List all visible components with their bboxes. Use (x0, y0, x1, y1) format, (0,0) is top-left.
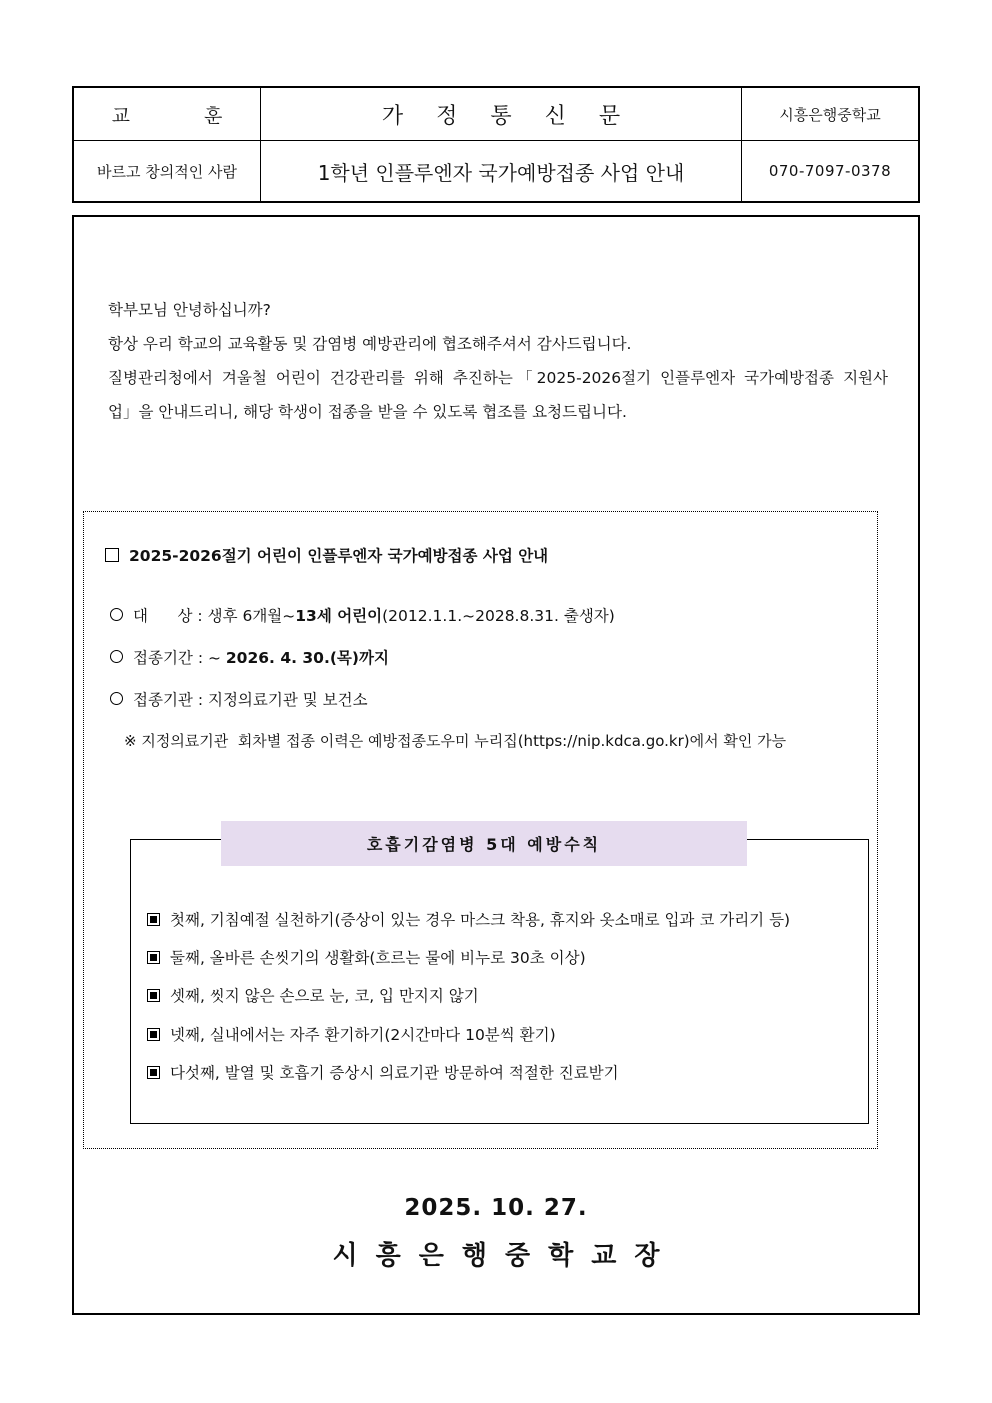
rule-item (147, 1061, 619, 1083)
rule-item (147, 908, 790, 930)
motto-label-cell (74, 88, 261, 141)
motto-label: 교 훈 (111, 104, 257, 127)
thanks-line: 항상 우리 학교의 교육활동 및 감염병 예방관리에 협조해주셔서 감사드립니다. (108, 335, 632, 353)
issue-date: 2025. 10. 27. (404, 1195, 588, 1221)
circle-icon (110, 692, 123, 705)
document-subject: 1학년 인플루엔자 국가예방접종 사업 안내 (317, 160, 685, 185)
target-birth-range: (2012.1.1.~2028.8.31. 출생자) (382, 607, 615, 625)
school-name-cell (742, 88, 918, 141)
announcement-line: 질병관리청에서 겨울철 어린이 건강관리를 위해 추진하는「2025-2026절기 인플루엔자 국가예방접종 지원사 (108, 369, 888, 387)
greeting-line: 학부모님 안녕하십니까? (108, 301, 271, 319)
principal-signature: 시흥은행중학교장 (332, 1241, 678, 1271)
rule-text: 셋째, 씻지 않은 손으로 눈, 코, 입 만지지 않기 (170, 987, 479, 1005)
rule-item (147, 1023, 556, 1045)
rule-text: 둘째, 올바른 손씻기의 생활화(흐르는 물에 비누로 30초 이상) (170, 949, 586, 967)
rule-item (147, 946, 586, 968)
vaccination-info-box (83, 511, 878, 1149)
target-age: 13세 어린이 (295, 607, 383, 625)
filled-square-icon (147, 913, 160, 926)
target-label: 대 상 : (133, 607, 208, 625)
filled-square-icon (147, 989, 160, 1002)
period-line (110, 646, 389, 668)
request-line: 업」을 안내드리니, 해당 학생이 접종을 받을 수 있도록 협조를 요청드립니다. (108, 403, 627, 421)
place-line (110, 688, 368, 710)
title-cell (261, 88, 742, 141)
school-name: 시흥은행중학교 (779, 105, 881, 124)
newsletter-title: 가 정 통 신 문 (381, 103, 634, 129)
period-value: 2026. 4. 30.(목)까지 (225, 649, 389, 667)
filled-square-icon (147, 1066, 160, 1079)
period-label: 접종기간 : ~ (133, 649, 226, 667)
target-line (110, 604, 615, 626)
circle-icon (110, 650, 123, 663)
phone-cell (742, 141, 918, 201)
motto-cell (74, 141, 261, 201)
school-motto: 바르고 창의적인 사람 (97, 162, 237, 181)
rule-text: 첫째, 기침예절 실천하기(증상이 있는 경우 마스크 착용, 휴지와 옷소매로 입과 코 가리기 등) (170, 911, 791, 929)
note-line: ※ 지정의료기관 회차별 접종 이력은 예방접종도우미 누리집(https://nip.kdca.go.kr)에서 확인 가능 (124, 732, 787, 750)
info-title (105, 544, 548, 566)
prevention-rules-box (130, 839, 869, 1124)
filled-square-icon (147, 951, 160, 964)
rule-item (147, 984, 479, 1006)
place-value: 지정의료기관 및 보건소 (207, 691, 368, 709)
rule-text: 넷째, 실내에서는 자주 환기하기(2시간마다 10분씩 환기) (170, 1026, 556, 1044)
filled-square-icon (147, 1028, 160, 1041)
rule-text: 다섯째, 발열 및 호흡기 증상시 의료기관 방문하여 적절한 진료받기 (170, 1064, 619, 1082)
circle-icon (110, 608, 123, 621)
rules-title: 호흡기감염병 5대 예방수칙 (221, 821, 747, 866)
phone-number: 070-7097-0378 (768, 162, 892, 180)
main-content-box (72, 215, 920, 1315)
target-pre: 생후 6개월~ (207, 607, 296, 625)
info-title-text: 2025-2026절기 어린이 인플루엔자 국가예방접종 사업 안내 (129, 547, 549, 565)
place-label: 접종기관 : (133, 691, 208, 709)
header-table (72, 86, 920, 203)
empty-square-icon (105, 548, 119, 562)
subject-cell (261, 141, 742, 201)
intro-paragraph (108, 293, 888, 429)
